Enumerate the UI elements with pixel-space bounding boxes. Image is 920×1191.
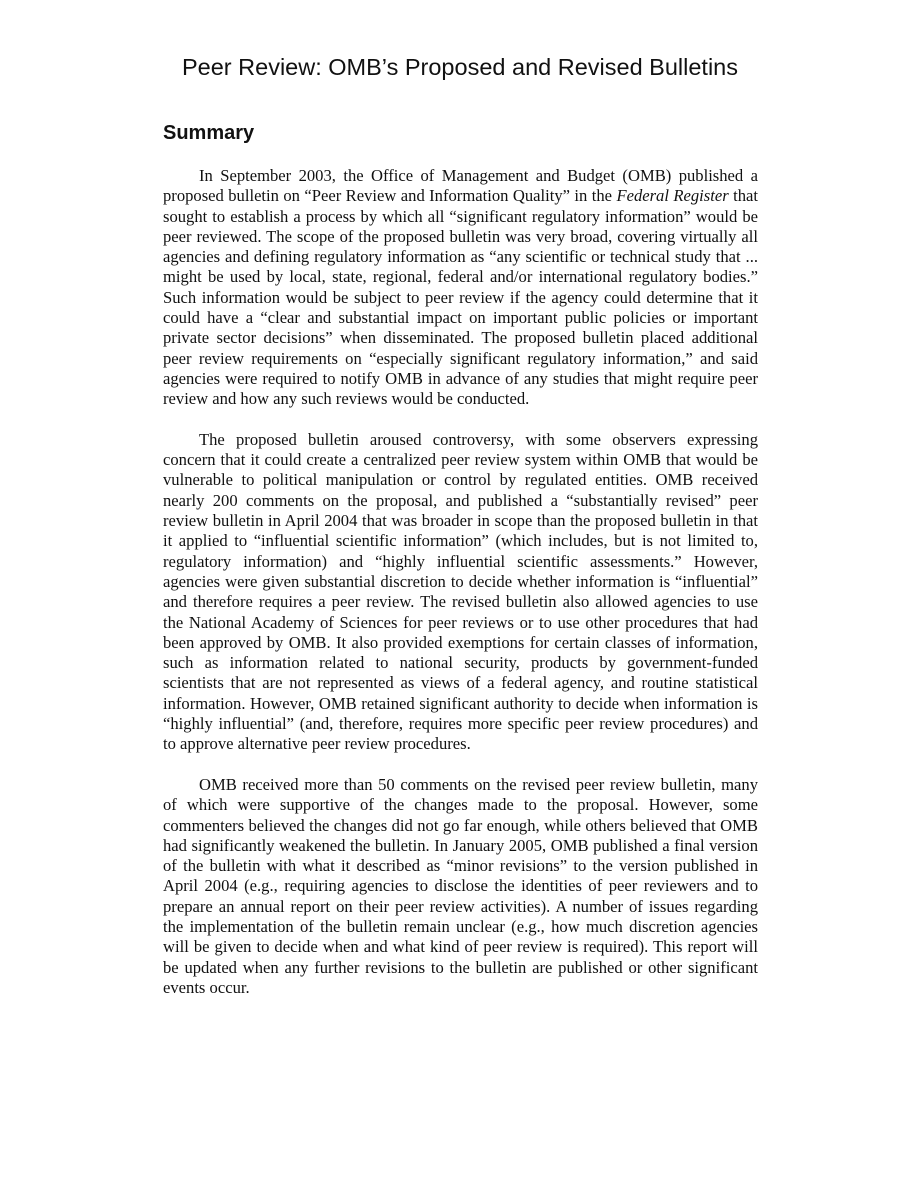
paragraph-1-part-2: that sought to establish a process by which all “significant regulatory information” would be peer reviewed. The scope of the proposed bulletin was very broad, covering virtually all agencies and defining regulatory information as “any scientific or technical study that ... might be used by local, state, regional, federal and/or international regulatory bodies.” Such information would be subject to peer review if the agency could determine that it could have a “clear and substantial impact on important public policies or important private sector decisions” when disseminated. The proposed bulletin placed additional peer review requirements on “especially significant regulatory information,” and said agencies were required to notify OMB in advance of any studies that might require peer review and how any such reviews would be conducted. — [163, 186, 759, 409]
paragraph-2: The proposed bulletin aroused controversy, with some observers expressing concern that it could create a centralized peer review system within OMB that would be vulnerable to political manipulation or control by regulated entities. OMB received nearly 200 comments on the proposal, and published a “substantially revised” peer review bulletin in April 2004 that was broader in scope than the proposed bulletin in that it applied to “influential scientific information” (which includes, but is not limited to, regulatory information) and “highly influential scientific assessments.” However, agencies were given substantial discretion to decide whether information is “influential” and therefore requires a peer review. The revised bulletin also allowed agencies to use the National Academy of Sciences for peer reviews or to use other procedures that had been approved by OMB. It also provided exemptions for certain classes of information, such as information related to national security, products by government-funded scientists that are not represented as views of a federal agency, and routine statistical information. However, OMB retained significant authority to decide when information is “highly influential” (and, therefore, requires more specific peer review procedures) and to approve alternative peer review procedures. — [163, 429, 758, 754]
document-title: Peer Review: OMB’s Proposed and Revised Bulletins — [181, 54, 738, 80]
federal-register-italic: Federal Register — [616, 186, 729, 206]
section-heading-summary: Summary — [163, 122, 255, 144]
paragraph-3: OMB received more than 50 comments on the revised peer review bulletin, many of which were supportive of the changes made to the proposal. However, some commenters believed the changes did not go far enough, while others believed that OMB had significantly weakened the bulletin. In January 2005, OMB published a final version of the bulletin with what it described as “minor revisions” to the version published in April 2004 (e.g., requiring agencies to disclose the identities of peer reviewers and to prepare an annual report on their peer review activities). A number of issues regarding the implementation of the bulletin remain unclear (e.g., how much discretion agencies will be given to decide when and what kind of peer review is required). This report will be updated when any further revisions to the bulletin are published or other significant events occur. — [163, 774, 758, 997]
paragraph-1 — [163, 166, 758, 410]
summary-body — [163, 166, 758, 1018]
paragraph-1-part-1: In September 2003, the Office of Management and Budget (OMB) published a proposed bulletin on “Peer Review and Information Quality” in the — [163, 166, 758, 206]
